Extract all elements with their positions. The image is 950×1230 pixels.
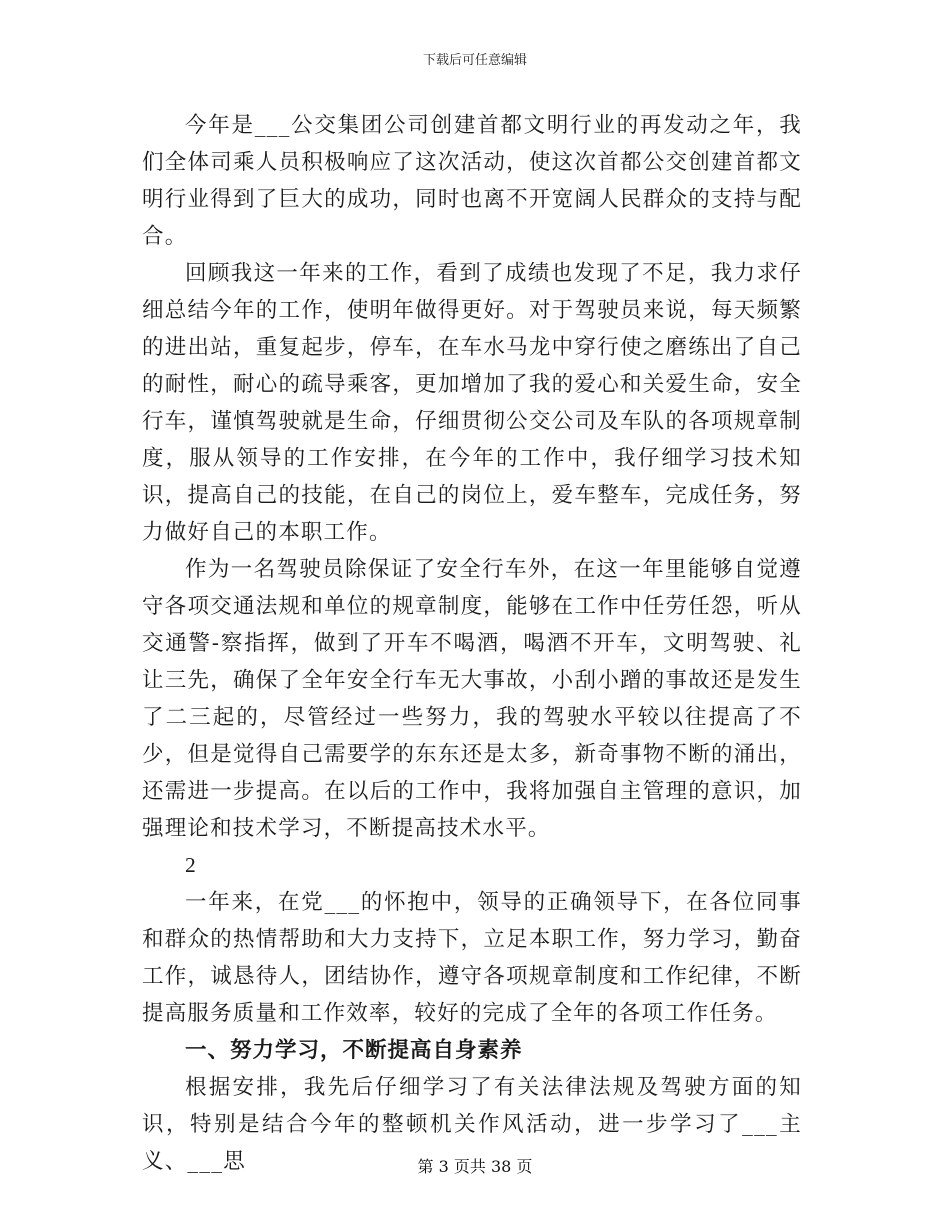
paragraph-4: 一年来，在党___的怀抱中，领导的正确领导下，在各位同事和群众的热情帮助和大力支持下，立足本职工作，努力学习，勤奋工作，诚恳待人，团结协作，遵守各项规章制度和工作纪律，不断提高服务质量和工作效率，较好的完成了全年的各项工作任务。 <box>142 890 802 1026</box>
page-footer: 第 3 页共 38 页 <box>417 1157 533 1176</box>
section-number: 2 <box>185 853 197 877</box>
paragraph-5: 根据安排，我先后仔细学习了有关法律法规及驾驶方面的知识，特别是结合今年的整顿机关作风活动，进一步学习了___主义、___思 <box>142 1075 802 1174</box>
section-heading: 一、努力学习，不断提高自身素养 <box>185 1038 523 1063</box>
page-header: 下载后可任意编辑 <box>422 53 527 68</box>
paragraph-3: 作为一名驾驶员除保证了安全行车外，在这一年里能够自觉遵守各项交通法规和单位的规章制度，能够在工作中任劳任怨，听从交通警-察指挥，做到了开车不喝酒，喝酒不开车，文明驾驶、礼让三先，确保了全年安全行车无大事故，小刮小蹭的事故还是发生了二三起的，尽管经过一些努力，我的驾驶水平较以往提高了不少，但是觉得自己需要学的东东还是太多，新奇事物不断的涌出，还需进一步提高。在以后的工作中，我将加强自主管理的意识，加强理论和技术学习，不断提高技术水平。 <box>142 557 802 841</box>
paragraph-1: 今年是___公交集团公司创建首都文明行业的再发动之年，我们全体司乘人员积极响应了这次活动，使这次首都公交创建首都文明行业得到了巨大的成功，同时也离不开宽阔人民群众的支持与配合。 <box>142 113 802 249</box>
paragraph-2: 回顾我这一年来的工作，看到了成绩也发现了不足，我力求仔细总结今年的工作，使明年做得更好。对于驾驶员来说，每天频繁的进出站，重复起步，停车，在车水马龙中穿行使之磨练出了自己的耐性，耐心的疏导乘客，更加增加了我的爱心和关爱生命，安全行车，谨慎驾驶就是生命，仔细贯彻公交公司及车队的各项规章制度，服从领导的工作安排，在今年的工作中，我仔细学习技术知识，提高自己的技能，在自己的岗位上，爱车整车，完成任务，努力做好自己的本职工作。 <box>142 261 802 545</box>
document-body <box>142 107 802 1180</box>
